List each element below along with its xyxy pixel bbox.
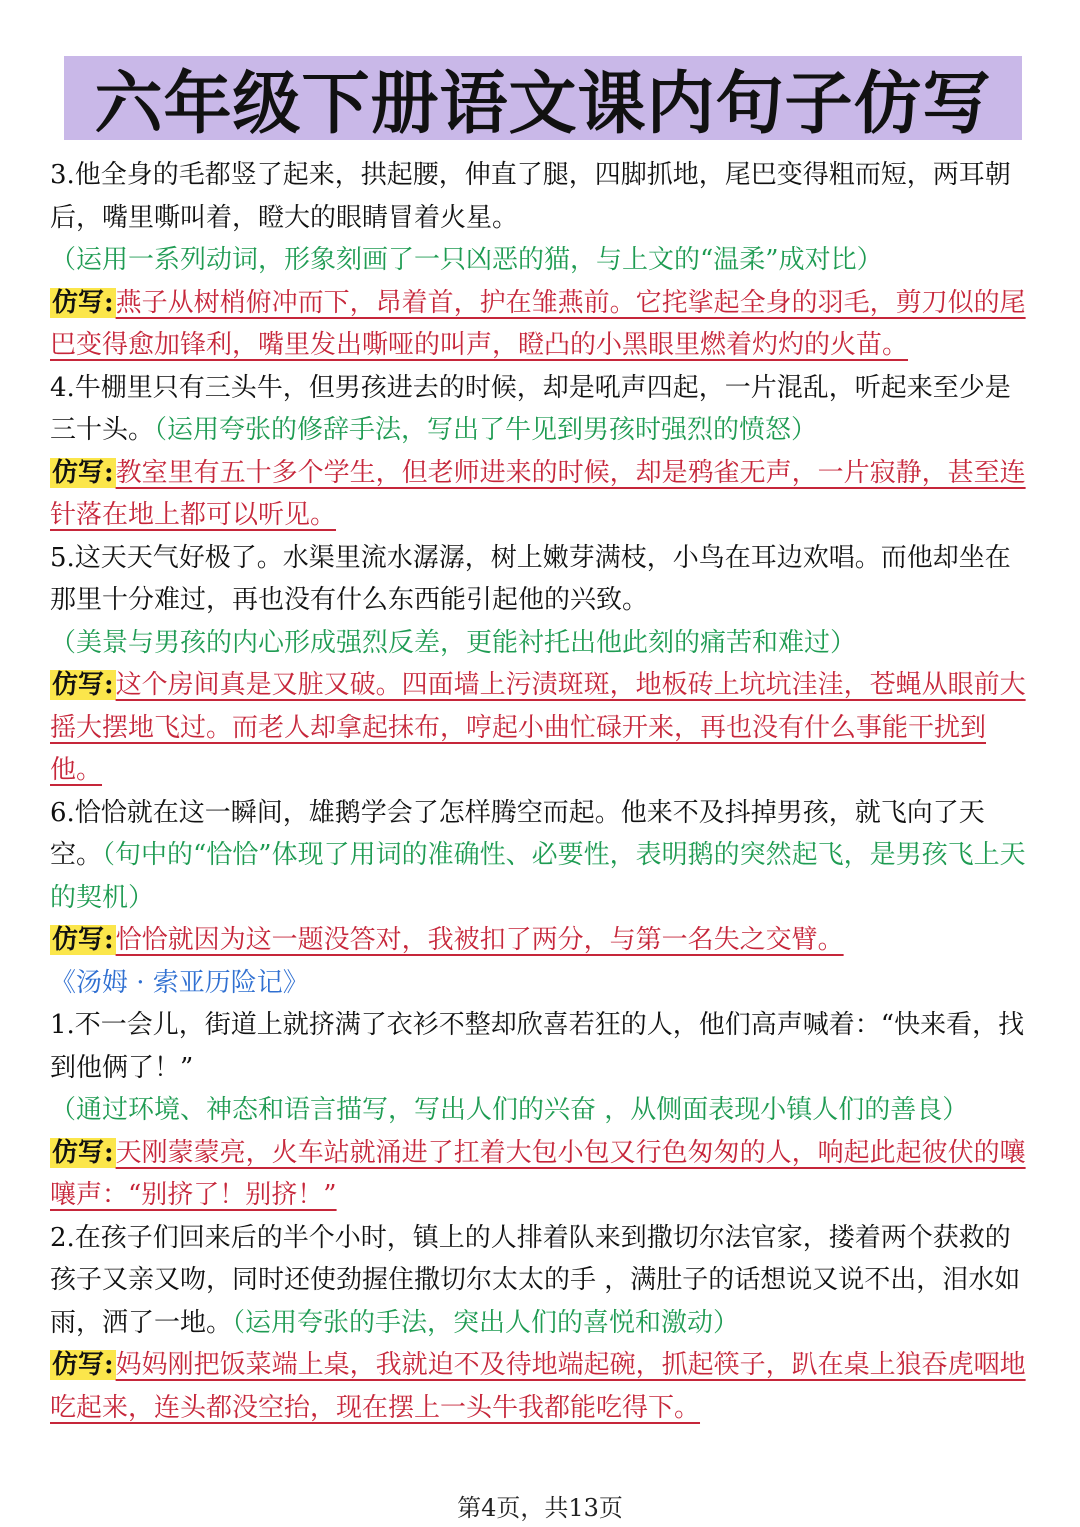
imitation-label: 仿写:	[52, 925, 114, 955]
imitation-text: 恰恰就因为这一题没答对，我被扣了两分，与第一名失之交臂。	[115, 925, 844, 955]
sentence-6-body: 6.恰恰就在这一瞬间，雄鹅学会了怎样腾空而起。他来不及抖掉男孩，就飞向了天空。	[50, 797, 985, 870]
tom-sentence-1-imitation	[50, 1132, 1028, 1217]
sentence-6-imitation	[50, 919, 1028, 962]
sentence-5-text: 5.这天天气好极了。水渠里流水潺潺，树上嫩芽满枝，小鸟在耳边欢唱。而他却坐在那里十分难过，再也没有什么东西能引起他的兴致。	[50, 542, 1011, 615]
imitation-label: 仿写:	[52, 1137, 114, 1168]
tom-sentence-1-note: （通过环境、神态和语言描写，写出人们的兴奋 ，从侧面表现小镇人们的善良）	[50, 1095, 969, 1125]
tom-sentence-2-note: （运用夸张的手法，突出人们的喜悦和激动）	[232, 1307, 740, 1338]
sentence-4-imitation	[50, 452, 1028, 537]
sentence-3-text: 3.他全身的毛都竖了起来，拱起腰，伸直了腿，四脚抓地，尾巴变得粗而短，两耳朝后，嘴里嘶叫着，瞪大的眼睛冒着火星。	[50, 160, 1011, 233]
imitation-text: 妈妈刚把饭菜端上桌，我就迫不及待地端起碗，抓起筷子，趴在桌上狼吞虎咽地吃起来，连头都没空抬，现在摆上一头牛我都能吃得下。	[50, 1350, 1026, 1423]
tom-sentence-2-body: 2.在孩子们回来后的半个小时，镇上的人排着队来到撒切尔法官家，搂着两个获救的孩子又亲又吻，同时还使劲握住撒切尔太太的手 ，满肚子的话想说又说不出，泪水如雨，洒了一地。	[50, 1222, 1021, 1338]
sentence-4-body: 4.牛棚里只有三头牛，但男孩进去的时候，却是吼声四起，一片混乱，听起来至少是三十头。	[50, 372, 1011, 445]
imitation-label: 仿写:	[52, 670, 114, 700]
tom-sentence-2-text	[50, 1217, 1028, 1345]
imitation-label: 仿写:	[52, 287, 114, 318]
imitation-text: 这个房间真是又脏又破。四面墙上污渍斑斑，地板砖上坑坑洼洼，苍蝇从眼前大摇大摆地飞过。而老人却拿起抹布，哼起小曲忙碌开来，再也没有什么事能干扰到他。	[50, 670, 1026, 785]
book-heading: 《汤姆 · 索亚历险记》	[50, 967, 309, 998]
sentence-6-note: （句中的“恰恰”体现了用词的准确性、必要性，表明鹅的突然起飞，是男孩飞上天的契机）	[50, 840, 1026, 913]
document-body	[50, 154, 1028, 1429]
sentence-3-imitation	[50, 282, 1028, 367]
page-title: 六年级下册语文课内句子仿写	[94, 64, 992, 140]
sentence-5-imitation	[50, 664, 1028, 792]
imitation-label: 仿写:	[52, 457, 114, 488]
sentence-3-note: （运用一系列动词，形象刻画了一只凶恶的猫，与上文的“温柔”成对比）	[50, 245, 883, 275]
tom-sentence-1-text: 1.不一会儿，街道上就挤满了衣衫不整却欣喜若狂的人，他们高声喊着：“快来看，找到他俩了！”	[50, 1010, 1025, 1083]
title-banner	[64, 56, 1022, 140]
imitation-label: 仿写:	[52, 1350, 114, 1380]
imitation-text: 燕子从树梢俯冲而下，昂着首，护在雏燕前。它挓挲起全身的羽毛，剪刀似的尾巴变得愈加锋利，嘴里发出嘶哑的叫声，瞪凸的小黑眼里燃着灼灼的火苗。	[50, 287, 1026, 360]
sentence-4-text	[50, 367, 1028, 452]
page-footer: 第4页，共13页	[457, 1494, 623, 1522]
sentence-6-text	[50, 792, 1028, 920]
tom-sentence-2-imitation	[50, 1344, 1028, 1429]
sentence-5-note: （美景与男孩的内心形成强烈反差，更能衬托出他此刻的痛苦和难过）	[50, 627, 857, 658]
imitation-text: 天刚蒙蒙亮，火车站就涌进了扛着大包小包又行色匆匆的人，响起此起彼伏的嚷嚷声：“别挤了！别挤！”	[50, 1137, 1026, 1210]
sentence-4-note: （运用夸张的修辞手法，写出了牛见到男孩时强烈的愤怒）	[154, 415, 818, 445]
imitation-text: 教室里有五十多个学生，但老师进来的时候，却是鸦雀无声，一片寂静，甚至连针落在地上都可以听见。	[50, 457, 1026, 530]
